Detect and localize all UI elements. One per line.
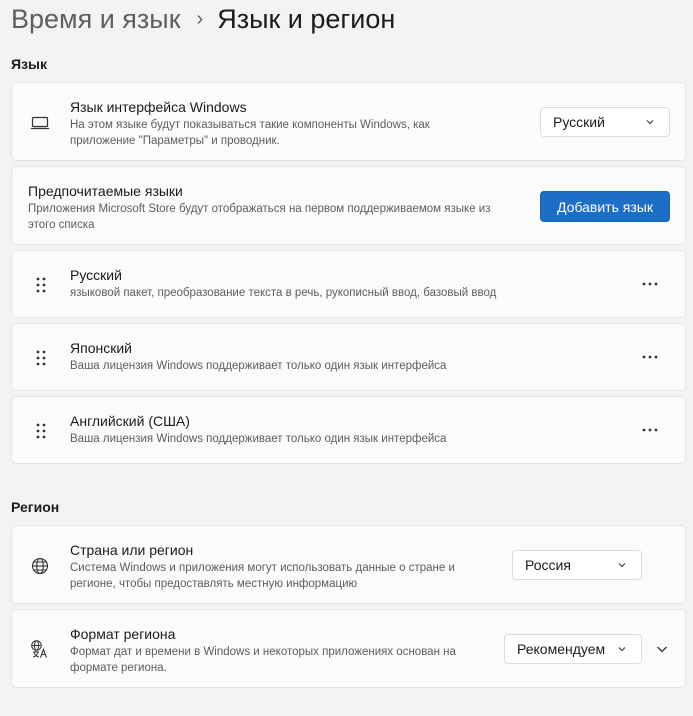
region-format-dropdown[interactable] [504, 634, 642, 664]
more-options-icon[interactable] [635, 420, 665, 440]
laptop-icon [30, 113, 50, 133]
country-region-title: Страна или регион [70, 542, 194, 558]
drag-handle-icon[interactable] [31, 275, 51, 295]
region-format-description: Формат дат и времени в Windows и некоторых приложениях основан на формате региона. [70, 646, 456, 674]
language-detail: языковой пакет, преобразование текста в речь, рукописный ввод, базовый ввод [70, 287, 497, 299]
breadcrumb-separator-icon: › [196, 7, 204, 30]
country-region-dropdown[interactable] [512, 550, 642, 580]
language-row-japanese[interactable] [11, 323, 686, 391]
display-language-value: Русский [553, 114, 605, 130]
region-format-title: Формат региона [70, 626, 176, 642]
language-row-english-us[interactable] [11, 396, 686, 464]
section-title-language: Язык [11, 56, 47, 72]
chevron-down-icon [617, 644, 627, 654]
preferred-languages-title: Предпочитаемые языки [28, 183, 183, 199]
display-language-title: Язык интерфейса Windows [70, 99, 247, 115]
section-title-region: Регион [11, 499, 60, 515]
preferred-languages-card [11, 166, 686, 245]
more-options-icon[interactable] [635, 274, 665, 294]
language-row-russian[interactable] [11, 250, 686, 318]
region-format-value: Рекомендуем [517, 641, 606, 657]
country-region-description: Система Windows и приложения могут использовать данные о стране и регионе, чтобы предоставлять местную информацию [70, 562, 455, 590]
add-language-button[interactable]: Добавить язык [540, 191, 670, 222]
country-region-value: Россия [525, 557, 571, 573]
drag-handle-icon[interactable] [31, 348, 51, 368]
globe-icon [30, 556, 50, 576]
country-region-card [11, 525, 686, 604]
breadcrumb-parent[interactable]: Время и язык [11, 3, 181, 34]
region-format-card[interactable] [11, 609, 686, 688]
display-language-card [11, 82, 686, 161]
language-detail: Ваша лицензия Windows поддерживает только один язык интерфейса [70, 433, 447, 445]
breadcrumb [11, 2, 395, 36]
chevron-down-icon [645, 117, 655, 127]
display-language-dropdown[interactable] [540, 107, 670, 137]
chevron-down-icon [617, 560, 627, 570]
language-name: Русский [70, 267, 122, 283]
language-name: Японский [70, 340, 132, 356]
preferred-languages-description: Приложения Microsoft Store будут отображаться на первом поддерживаемом языке из этого списка [28, 203, 491, 231]
page-title: Язык и регион [217, 3, 396, 34]
display-language-description: На этом языке будут показываться такие компоненты Windows, как приложение "Параметры" и проводник. [70, 119, 430, 147]
more-options-icon[interactable] [635, 347, 665, 367]
expand-chevron-icon[interactable] [652, 639, 672, 659]
language-detail: Ваша лицензия Windows поддерживает только один язык интерфейса [70, 360, 447, 372]
drag-handle-icon[interactable] [31, 421, 51, 441]
language-format-icon [30, 639, 50, 659]
language-name: Английский (США) [70, 413, 190, 429]
